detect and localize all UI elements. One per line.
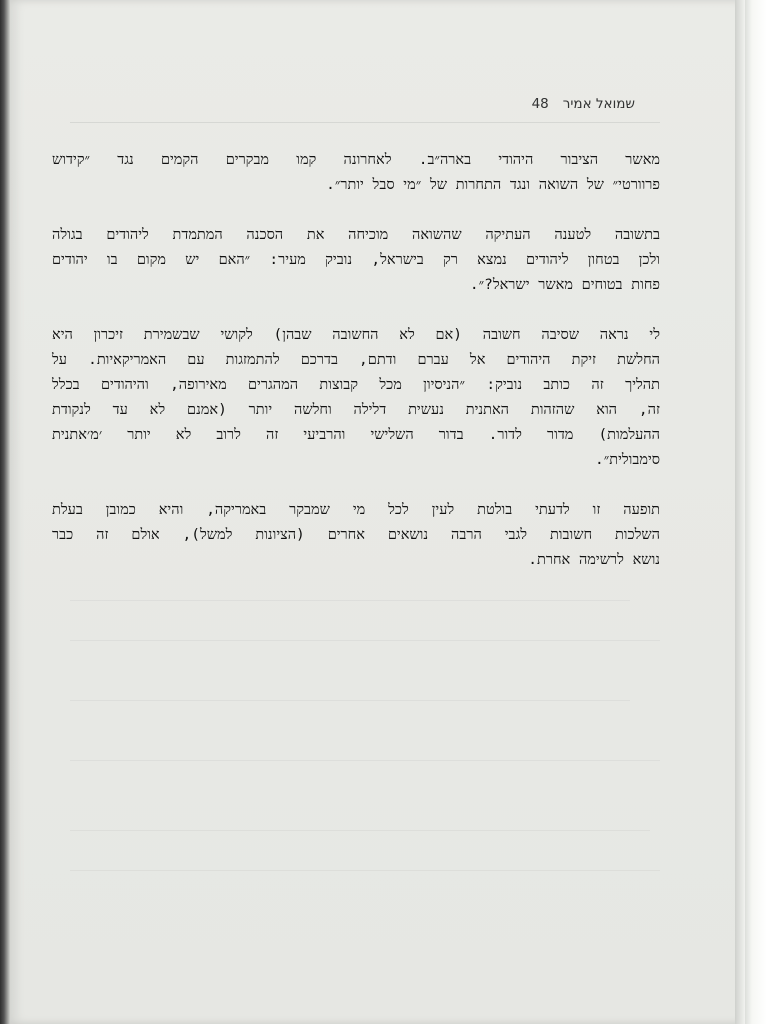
bleed-through-mark <box>70 600 630 601</box>
page-number: 48 <box>531 96 549 112</box>
page-edge <box>735 0 745 1024</box>
bleed-through-mark <box>70 830 650 831</box>
bleed-through-mark <box>70 640 660 641</box>
text-line: לי נראה שסיבה חשובה (אם לא החשובה שבהן) לקושי שבשמירת זיכרון היא <box>52 327 660 343</box>
text-line: החלשת זיקת היהודים אל עברם ודתם, בדרכם להתמזגות עם האמריקאיות. על <box>52 352 660 368</box>
text-line: ההעלמות) מדור לדור. בדור השלישי והרביעי זה לרוב לא יותר ׳מ׳אתנית <box>52 427 660 443</box>
text-line: זה, הוא שהזהות האתנית נעשית דלילה וחלשה יותר (אמנם לא עד לנקודת <box>52 402 660 418</box>
body-text <box>52 148 660 598</box>
text-line: נושא לרשימה אחרת. <box>528 552 660 568</box>
paragraph <box>52 323 660 473</box>
header-author: שמואל אמיר <box>562 96 635 112</box>
paragraph <box>52 498 660 573</box>
bleed-through-mark <box>70 870 660 871</box>
text-line: תופעה זו לדעתי בולטת לעין לכל מי שמבקר באמריקה, והיא כמובן בעלת <box>52 502 660 518</box>
bleed-through-mark <box>70 700 630 701</box>
text-line: תהליך זה כותב נוביק: ״הניסיון מכל קבוצות המהגרים מאירופה, והיהודים בכלל <box>52 377 660 393</box>
text-line: מאשר הציבור היהודי בארה״ב. לאחרונה קמו מבקרים הקמים נגד ״קידוש <box>52 152 660 168</box>
text-line: פחות בטוחים מאשר ישראל?״. <box>469 277 660 293</box>
text-line: השלכות חשובות לגבי הרבה נושאים אחרים (הציונות למשל), אולם זה כבר <box>52 527 660 543</box>
text-line: בתשובה לטענה העתיקה שהשואה מוכיחה את הסכנה המתמדת ליהודים בגולה <box>52 227 660 243</box>
paragraph <box>52 223 660 298</box>
bleed-through-mark <box>70 760 660 761</box>
book-page <box>10 0 745 1024</box>
running-header <box>532 96 635 112</box>
text-line: ולכן בטחון ליהודים נמצא רק בישראל, נוביק מעיר: ״האם יש מקום בו יהודים <box>52 252 660 268</box>
text-line: פרוורטי״ של השואה ונגד התחרות של ״מי סבל יותר״. <box>326 177 660 193</box>
header-divider <box>70 122 660 123</box>
paragraph <box>52 148 660 198</box>
text-line: סימבולית״. <box>594 452 660 468</box>
